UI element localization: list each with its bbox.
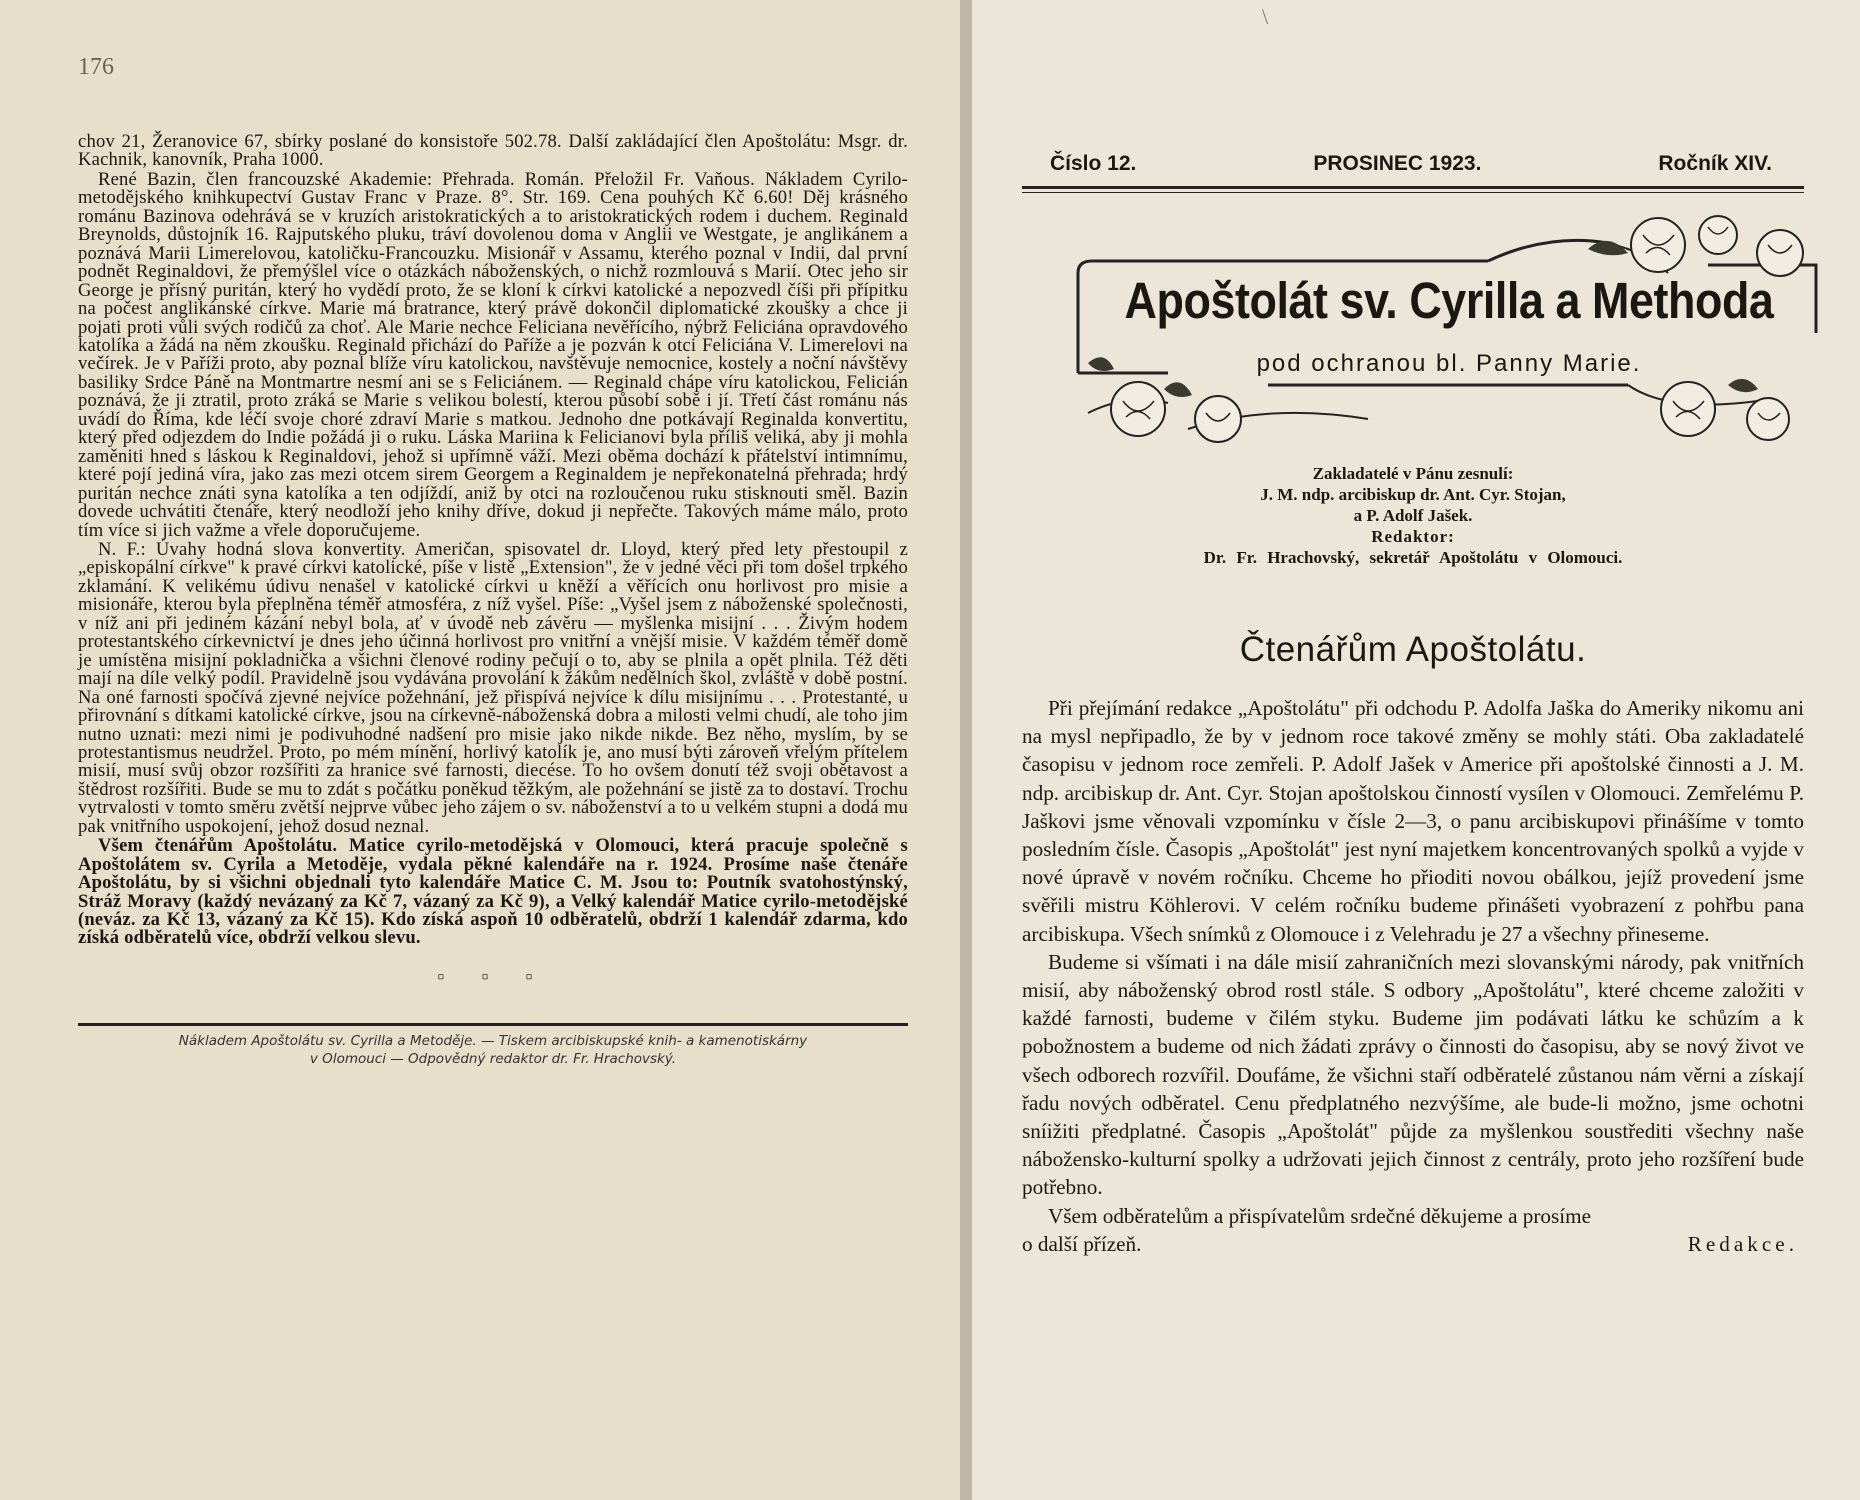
title-banner [1068, 213, 1830, 449]
masthead-rule-thin [1022, 192, 1804, 193]
article-sign-line [1022, 1230, 1804, 1258]
founder-1: J. M. ndp. arcibiskup dr. Ant. Cyr. Stojan, [1260, 485, 1566, 504]
imprint [78, 1032, 908, 1068]
page-number: 176 [78, 54, 114, 80]
book-gutter [960, 0, 972, 1500]
publication-subtitle: pod ochranou bl. Panny Marie. [1256, 350, 1642, 377]
founder-2: a P. Adolf Jašek. [1353, 506, 1473, 525]
ornament-divider: ▫ ▫ ▫ [437, 965, 549, 988]
imprint-line-2: v Olomouci — Odpovědný redaktor dr. Fr. Hrachovský. [309, 1050, 677, 1067]
article-closing: Všem odběratelům a přispívatelům srdečné děkujeme a prosíme [1048, 1203, 1592, 1228]
imprint-line-1: Nákladem Apoštolátu sv. Cyrilla a Metoděje. — Tiskem arcibiskupské knih- a kamenotiskárny [178, 1032, 808, 1049]
right-page [972, 0, 1860, 1500]
paragraph-review-bazin: René Bazin, člen francouzské Akademie: Přehrada. Román. Přeložil Fr. Vaňous. Nákladem Cyrilo-metodějského knihkupectví Gustav Franc v Praze. 8°. Str. 169. Cena pouhých Kč 6.60! Děj krásného románu Bazinova odehrává se v kruzích aristokratických a to aristokratických rodem i duchem. Reginald Breynolds, důstojník 16. Rajputského pluku, tráví dovolenou doma v Anglii ve Westgate, je anglikánem a poznává Marii Limerelovou, katoličku-Francouzku. Misionář v Assamu, kterého poznal v Indii, dal první podnět Reginaldovi, že přemýšlel více o otázkách náboženských, o nichž rozmlouvá s Marií. Otec jeho sir George je přísný puritán, který ho vydědí proto, že se kloní k církvi katolické a nepozvedl číši při přípitku na počest anglikánské církve. Marie má bratrance, který právě dokončil diplomatické zkoušky a chce ji pojati proti vůli svých rodičů za choť. Ale Marie nechce Feliciana nevěřícího, nýbrž Feliciána opravdového katolíka a žádá na něm zkoušku. Reginald přichází do Paříže a je pozván k otci Feliciána V. Limerelovi na večírek. Je v Paříži proto, aby poznal blíže víru katolickou, navštěvuje nemocnice, kostely a noční návštěvy basiliky Srdce Páně na Montmartre nesmí ani se s Feliciánem. — Reginald chápe víru katolickou, Felicián poznává, že ji ztratil, proto zráká se Marie s velikou bolestí, kterou působí sobě i jí. Třetí část románu nás uvádí do Říma, kde léčí svoje choré zdraví Marie s matkou. Jednoho dne potkávají Reginalda konvertitu, který před odjezdem do Indie požádá ji o ruku. Láska Mariina k Felicianovi byla příliš veliká, aby ji mohla zaměniti hned s láskou k Reginaldovi, jehož si upřímně váží. Mezi oběma dochází k přátelství intimnímu, které pojí jediná víra, jako zas mezi otcem sirem Georgem a Reginaldem je nepřekonatelná přehrada; hrdý puritán nechce znáti syna katolíka a ten odjíždí, aniž by otci na rozloučenou ruku stisknouti směl. Bazin dovede uchvátiti čtenáře, který neodloží jeho knihy dříve, dokud ji nepřečte. Takových máme málo, proto tím více si jich važme a vřele doporučujeme. [78, 168, 908, 541]
credits [1022, 463, 1804, 568]
paragraph-convert-words: N. F.: Úvahy hodná slova konvertity. Američan, spisovatel dr. Lloyd, který před lety přestoupil z „episkopální církve" k pravé církvi katolické, píše v listě „Extension", že v jedné věci při tom došel trpkého zklamání. K velikému údivu nenašel v katolické církvi u kněží a věřících onu horlivost pro misie a misionáře, kterou byla přeplněna téměř atmosféra, z níž vyšel. Píše: „Vyšel jsem z náboženské společnosti, v níž ani při jediném kázání nebyl bola, ať v úvodě neb závěru — myšlenka misijní . . . Živým hodem protestantského církevnictví je dnes jeho účinná horlivost pro vnitřní a vnější misie. V každém téměř domě je umístěna misijní pokladnička a všichni členové rodiny pečují o to, aby se plnila a opět plnila. Též děti mají na díle velký podíl. Pravidelně jsou vydávána provolání k žákům nedělních škol, zvláště v době postní. Na oné farnosti spočívá zjevné nejvíce požehnání, jež přispívá nejvíce k dílu misijnímu . . . Protestanté, u přirovnání s dítkami katolické církve, jsou na církevně-náboženská dobra a milosti velmi chudí, ale toho jim nutno uznati: mezi nimi je podivuhodné nadšení pro misie jako nikde nikde. Bez něho, myslím, by se protestantismus neudržel. Proto, po mém mínění, horlivý katolík je, ano musí býti zároveň vřelým přítelem misií, musí svůj obzor rozšířiti za hranice své farnosti, diecése. To ho ovšem donutí též svoji obětavost a štědrost rozšířiti. Bude se mu to zdát s počátku poněkud těžkým, ale požehnání se jistě za to dostaví. Trochu vytrvalosti v tomto směru zvětší nejprve vůbec jeho zájem o sv. náboženství a to u velkém stupni a dodá mu pak vnitřního uspokojení, jehož dosud neznal. [78, 538, 908, 837]
masthead-rule [1022, 186, 1804, 189]
floral-frame-ornament [1068, 213, 1830, 449]
article-closing-end: o další přízeň. [1022, 1231, 1142, 1256]
issue-date: PROSINEC 1923. [1313, 152, 1482, 175]
article-title: Čtenářům Apoštolátu. [1239, 630, 1587, 669]
editor-name: Dr. Fr. Hrachovský, sekretář Apoštolátu v Olomouci. [1203, 548, 1623, 567]
footer-rule [78, 1023, 908, 1026]
article-body [1022, 694, 1804, 1258]
founders-label: Zakladatelé v Pánu zesnulí: [1312, 464, 1514, 483]
paragraph-donations: chov 21, Žeranovice 67, sbírky poslané do konsistoře 502.78. Další zakládající člen Apoštolátu: Msgr. dr. Kachnik, kanovník, Praha 1000. [78, 131, 908, 171]
article-paragraph-1: Při přejímání redakce „Apoštolátu" při odchodu P. Adolfa Jaška do Ameriky nikomu ani na mysl nepřipadlo, že by v jednom roce takové změny se mohly státi. Oba zakladatelé časopisu v jednom roce zemřeli. P. Adolf Jašek v Americe při apoštolské činnosti a J. M. ndp. arcibiskup dr. Ant. Cyr. Stojan apoštolskou činností vysílen v Olomouci. Zemřelému P. Jaškovi jsme věnovali vzpomínku v čísle 2—3, o panu arcibiskupovi přinášíme v tomto posledním čísle. Časopis „Apoštolát" jest nyní majetkem koncentrovaných spolků a vyjde v nové úpravě v novém ročníku. Chceme ho přioditi novou obálkou, jejíž provedení jsme svěřili mistru Köhlerovi. V celém ročníku budeme přinášeti vyobrazení z pohřbu pana arcibiskupa. Všech snímků z Olomouce i z Velehradu je 27 a všechny přineseme. [1022, 696, 1804, 946]
signature: Redakce. [1687, 1231, 1798, 1256]
volume-number: Ročník XIV. [1658, 152, 1772, 175]
masthead [1022, 152, 1804, 176]
paragraph-readers-notice: Všem čtenářům Apoštolátu. Matice cyrilo-metodějská v Olomouci, která pracuje společně s Apoštolátem sv. Cyrila a Metoděje, vydala pěkné kalendáře na r. 1924. Prosíme naše čtenáře Apoštolátu, by si všichni objednali tyto kalendáře Matice C. M. Jsou to: Poutník svatohostýnský, Stráž Moravy (každý nevázaný za Kč 7, vázaný za Kč 9), a Velký kalendář Matice cyrilo-metodějské (neváz. za Kč 13, vázaný za Kč 15). Kdo získá aspoň 10 odběratelů, obdrží 1 kalendář zdarma, kdo získá odběratelů více, obdrží velkou slevu. [78, 835, 908, 949]
publication-title: Apoštolát sv. Cyrilla a Methoda [1124, 272, 1774, 329]
left-column [78, 133, 908, 948]
article-paragraph-2: Budeme si všímati i na dále misií zahraničních mezi slovanskými národy, pak vnitřních misií, aby náboženský obrod rostl stále. S odbory „Apoštolátu", které chceme založiti v každé farnosti, budeme v čilém styku. Budeme jim podávati látku ke schůzím a k pobožnostem a budeme od nich žádati zprávy o činnosti do časopisu, aby se nový život ve všech odborech rozvířil. Doufáme, že všichni staří odběratelé zůstanou nám věrni a získají řadu nových odběratel. Cenu předplatného nezvýšíme, ale bude-li možno, jsme ochotni sníižiti předplatné. Časopis „Apoštolát" půjde za myšlenkou soustřediti všechny naše nábožensko-kulturní spolky a udržovati jejich činnost z centrály, proto jeho rozšíření bude potřebno. [1022, 949, 1804, 1200]
editor-label: Redaktor: [1371, 527, 1455, 546]
issue-number: Číslo 12. [1050, 152, 1137, 175]
corner-mark: \ [1262, 4, 1269, 29]
